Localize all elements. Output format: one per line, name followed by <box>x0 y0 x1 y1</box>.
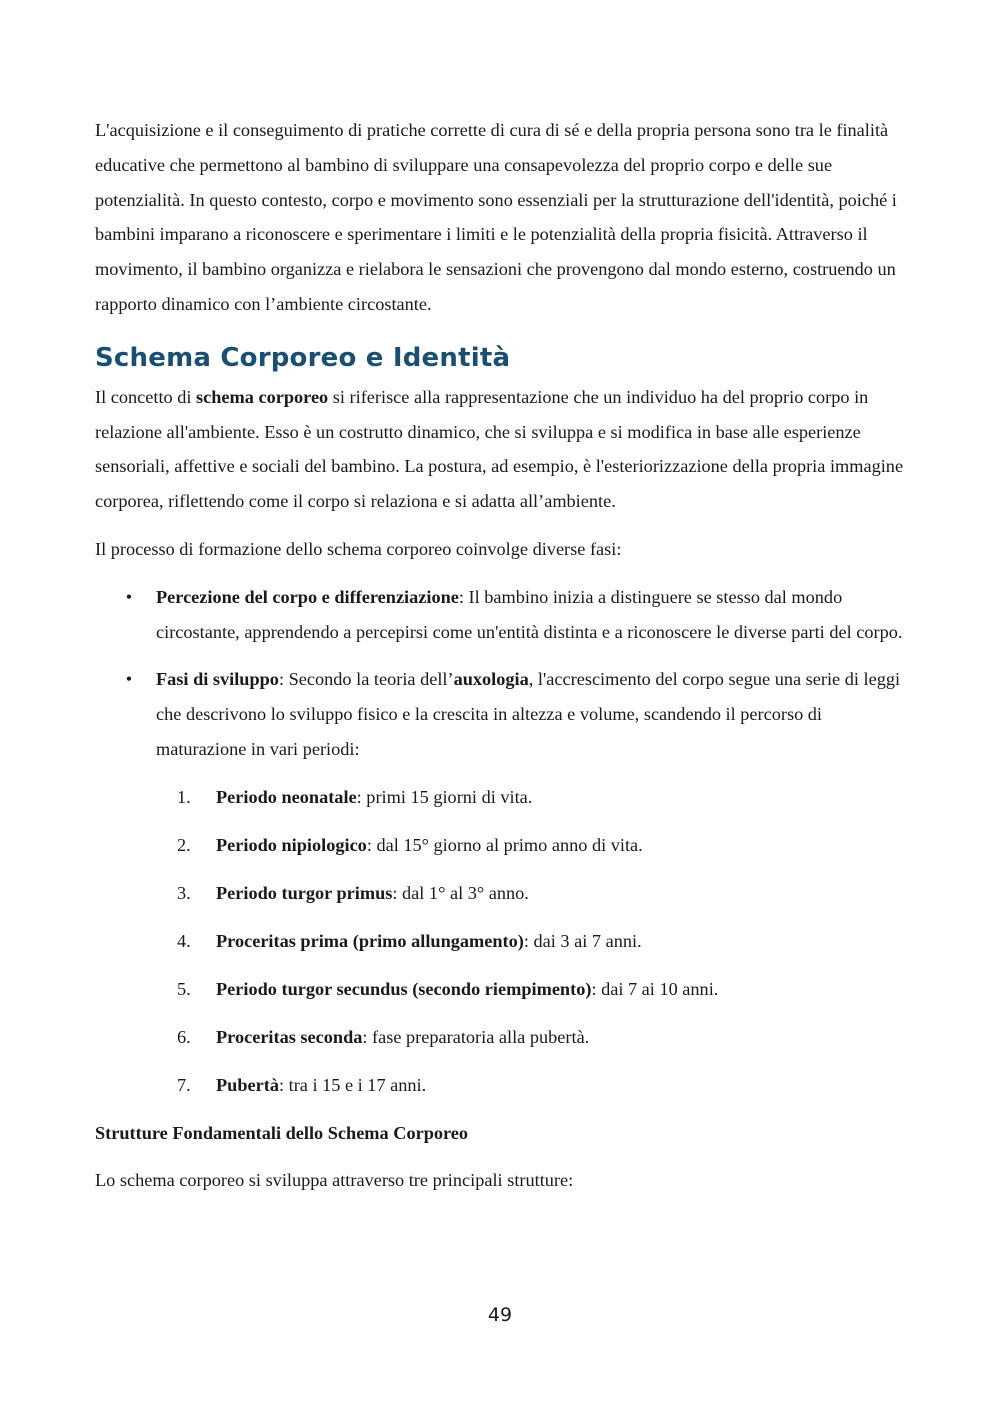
phases-intro: Il processo di formazione dello schema corporeo coinvolge diverse fasi: <box>95 538 622 559</box>
structures-intro: Lo schema corporeo si sviluppa attraverso tre principali strutture: <box>95 1170 574 1191</box>
list-number: 1. <box>177 786 191 807</box>
list-number: 2. <box>177 834 191 855</box>
period-text: : dai 3 ai 7 anni. <box>523 930 642 951</box>
list-item <box>95 1020 907 1055</box>
bullet-icon: • <box>125 669 133 690</box>
bullet-bold: Percezione del corpo e differenziazione <box>156 586 459 607</box>
list-number: 5. <box>177 978 191 999</box>
period-text: : tra i 15 e i 17 anni. <box>278 1074 427 1095</box>
period-text: : primi 15 giorni di vita. <box>356 786 533 807</box>
list-number: 4. <box>177 930 191 951</box>
period-name: Periodo nipiologico <box>216 834 367 855</box>
bullet-text: : Il bambino inizia a distinguere se stesso dal mondo circostante, apprendendo a percepirsi come un'entità distinta e a riconoscere le diverse parti del corpo. <box>156 586 903 642</box>
period-name: Pubertà <box>216 1074 279 1095</box>
schema-paragraph-before: Il concetto di <box>95 386 197 407</box>
intro-paragraph: L'acquisizione e il conseguimento di pratiche corrette di cura di sé e della propria persona sono tra le finalità educative che permettono al bambino di sviluppare una consapevolezza del proprio corpo e delle sue potenzialità. In questo contesto, corpo e movimento sono essenziali per la strutturazione dell'identità, poiché i bambini imparano a riconoscere e sperimentare i limiti e le potenzialità della propria fisicità. Attraverso il movimento, il bambino organizza e rielabora le sensazioni che provengono dal mondo esterno, costruendo un rapporto dinamico con l’ambiente circostante. <box>95 120 897 314</box>
period-name: Periodo neonatale <box>216 786 357 807</box>
structures-heading: Strutture Fondamentali dello Schema Corporeo <box>95 1122 469 1143</box>
list-number: 3. <box>177 882 191 903</box>
periods-numbered-list <box>95 780 907 1103</box>
list-item <box>95 828 907 863</box>
list-item <box>95 1068 907 1103</box>
period-name: Proceritas prima (primo allungamento) <box>216 930 524 951</box>
schema-corporeo-paragraph <box>95 380 907 519</box>
list-item <box>95 662 907 766</box>
bullet-icon: • <box>125 586 133 607</box>
list-number: 7. <box>177 1074 191 1095</box>
period-text: : dal 15° giorno al primo anno di vita. <box>366 834 643 855</box>
schema-paragraph-bold: schema corporeo <box>196 386 329 407</box>
list-item <box>95 972 907 1007</box>
document-page <box>95 113 907 1198</box>
list-item <box>95 780 907 815</box>
period-text: : dai 7 ai 10 anni. <box>591 978 719 999</box>
period-name: Periodo turgor primus <box>216 882 393 903</box>
bullet-bold: Fasi di sviluppo <box>156 669 279 690</box>
bullet-bold-term: auxologia <box>453 669 529 690</box>
bullet-text-before: : Secondo la teoria dell’ <box>278 669 454 690</box>
list-item <box>95 924 907 959</box>
list-number: 6. <box>177 1026 191 1047</box>
page-number: 49 <box>487 1304 513 1326</box>
phases-bullet-list <box>95 580 907 767</box>
period-name: Periodo turgor secundus (secondo riempimento) <box>216 978 592 999</box>
list-item <box>95 876 907 911</box>
period-text: : fase preparatoria alla pubertà. <box>362 1026 590 1047</box>
section-heading: Schema Corporeo e Identità <box>95 342 511 373</box>
schema-paragraph-after: si riferisce alla rappresentazione che un individuo ha del proprio corpo in relazione all'ambiente. Esso è un costrutto dinamico, che si sviluppa e si modifica in base alle esperienze sensoriali, affettive e sociali del bambino. La postura, ad esempio, è l'esteriorizzazione della propria immagine corporea, riflettendo come il corpo si relaziona e si adatta all’ambiente. <box>95 386 904 512</box>
list-item <box>95 580 907 650</box>
bullet-text: , l'accrescimento del corpo segue una serie di leggi che descrivono lo sviluppo fisico e la crescita in altezza e volume, scandendo il percorso di maturazione in vari periodi: <box>156 669 901 759</box>
period-name: Proceritas seconda <box>216 1026 363 1047</box>
period-text: : dal 1° al 3° anno. <box>392 882 529 903</box>
